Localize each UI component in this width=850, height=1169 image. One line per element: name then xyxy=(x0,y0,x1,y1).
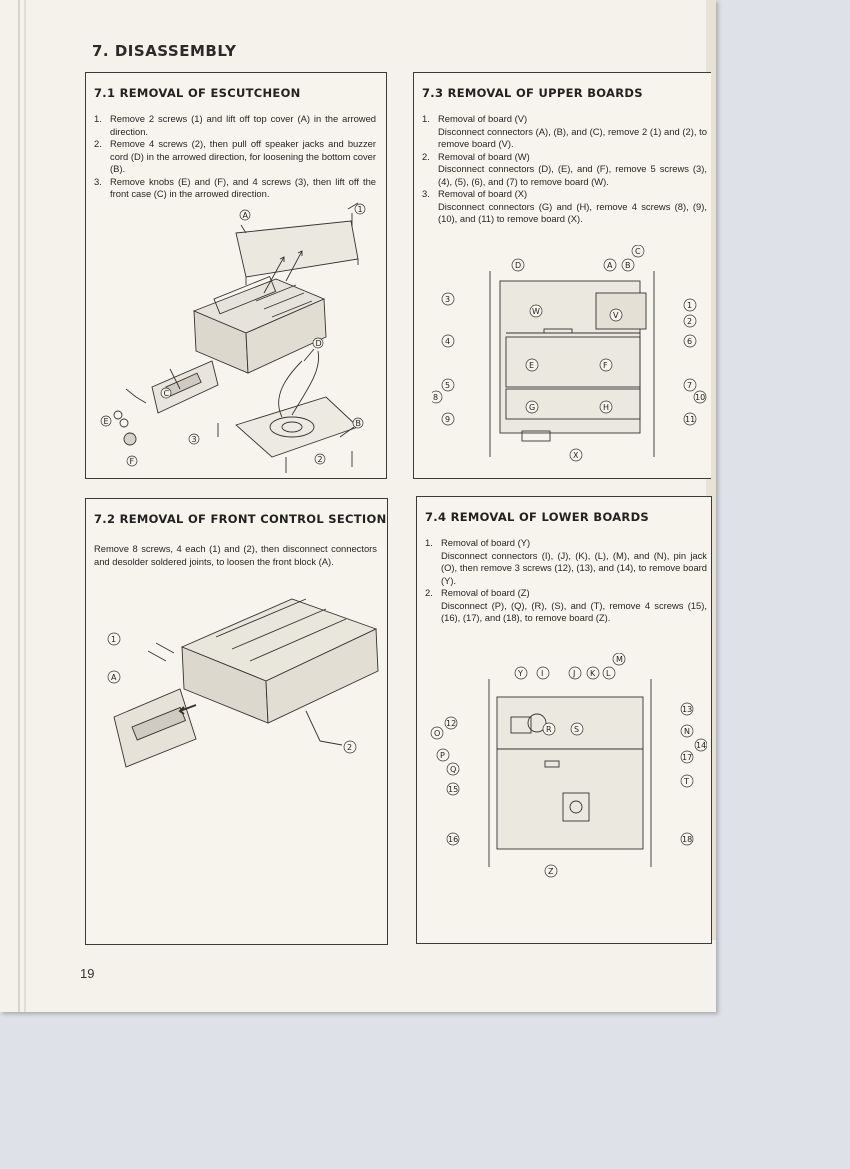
svg-text:E: E xyxy=(103,417,109,426)
svg-text:X: X xyxy=(573,451,579,460)
svg-text:D: D xyxy=(515,261,522,270)
svg-text:N: N xyxy=(684,727,690,736)
panel-intro: Remove 8 screws, 4 each (1) and (2), then disconnect connectors and desolder soldered joints, to loosen the front block (A). xyxy=(94,543,377,567)
svg-text:V: V xyxy=(613,311,619,320)
svg-text:1: 1 xyxy=(357,205,363,214)
svg-text:H: H xyxy=(603,403,610,412)
svg-text:B: B xyxy=(355,419,361,428)
step: 2. Removal of board (W) Disconnect connectors (D), (E), and (F), remove 5 screws (3), (4), (5), (6), and (7) to remove board (W). xyxy=(422,150,707,187)
svg-text:F: F xyxy=(129,457,135,466)
panel-front-control xyxy=(85,498,388,945)
svg-text:W: W xyxy=(532,307,540,316)
svg-text:D: D xyxy=(315,339,322,348)
svg-text:A: A xyxy=(111,673,117,682)
svg-text:9: 9 xyxy=(445,415,451,424)
svg-text:13: 13 xyxy=(682,705,693,714)
svg-text:C: C xyxy=(163,389,170,398)
svg-text:10: 10 xyxy=(695,393,706,402)
panel-title: 7.4 REMOVAL OF LOWER BOARDS xyxy=(425,510,649,524)
front-control-diagram xyxy=(96,591,380,801)
svg-text:L: L xyxy=(606,669,611,678)
svg-text:1: 1 xyxy=(111,635,117,644)
svg-text:12: 12 xyxy=(446,719,457,728)
svg-text:S: S xyxy=(574,725,580,734)
svg-text:1: 1 xyxy=(687,301,693,310)
svg-text:Y: Y xyxy=(518,669,523,678)
svg-text:J: J xyxy=(573,669,576,678)
step: 1. Removal of board (V) Disconnect connectors (A), (B), and (C), remove 2 (1) and (2), to remove board (V). xyxy=(422,113,707,149)
step-list xyxy=(425,537,707,625)
svg-text:K: K xyxy=(590,669,596,678)
svg-text:G: G xyxy=(529,403,536,412)
page-edge xyxy=(18,0,20,1012)
escutcheon-exploded-diagram xyxy=(96,201,378,473)
step: 2. Removal of board (Z) Disconnect (P), (Q), (R), (S), and (T), remove 4 screws (15), (16), (17), and (18), to remove board (Z). xyxy=(425,587,707,623)
step: 2. Remove 4 screws (2), then pull off speaker jacks and buzzer cord (D) in the arrowed direction, for loosening the bottom cover (B). xyxy=(94,138,376,174)
svg-text:C: C xyxy=(635,247,641,256)
svg-text:B: B xyxy=(625,261,631,270)
svg-text:15: 15 xyxy=(448,785,459,794)
svg-text:Z: Z xyxy=(548,867,554,876)
svg-text:3: 3 xyxy=(445,295,451,304)
page-edge xyxy=(24,0,26,1012)
svg-text:7: 7 xyxy=(687,381,693,390)
panel-lower-boards xyxy=(416,496,712,944)
step: 1. Remove 2 screws (1) and lift off top cover (A) in the arrowed direction. xyxy=(94,113,376,137)
svg-text:17: 17 xyxy=(682,753,693,762)
svg-text:A: A xyxy=(607,261,613,270)
svg-text:16: 16 xyxy=(448,835,459,844)
step: 1. Removal of board (Y) Disconnect connectors (I), (J), (K), (L), (M), and (N), pin jack (O), then remove 3 screws (12), (13), and (14), to remove board (Y). xyxy=(425,537,707,586)
panel-title: 7.2 REMOVAL OF FRONT CONTROL SECTION xyxy=(94,512,387,526)
panel-title: 7.1 REMOVAL OF ESCUTCHEON xyxy=(94,86,301,100)
svg-text:T: T xyxy=(684,777,689,786)
step: 3. Removal of board (X) Disconnect connectors (G) and (H), remove 4 screws (8), (9), (10), and (11) to remove board (X). xyxy=(422,188,707,224)
svg-text:8: 8 xyxy=(433,393,439,402)
svg-text:11: 11 xyxy=(685,415,696,424)
panel-escutcheon xyxy=(85,72,387,479)
page-number: 19 xyxy=(80,966,95,981)
svg-text:Q: Q xyxy=(450,765,457,774)
svg-text:I: I xyxy=(541,669,544,678)
svg-text:F: F xyxy=(603,361,608,370)
svg-text:4: 4 xyxy=(445,337,451,346)
panel-upper-boards xyxy=(413,72,711,479)
svg-text:6: 6 xyxy=(687,337,693,346)
svg-text:2: 2 xyxy=(347,743,353,752)
step-list xyxy=(94,113,376,201)
svg-text:18: 18 xyxy=(682,835,693,844)
svg-text:P: P xyxy=(440,751,445,760)
svg-text:5: 5 xyxy=(445,381,451,390)
svg-text:O: O xyxy=(434,729,441,738)
step: 3. Remove knobs (E) and (F), and 4 screws (3), then lift off the front case (C) in the arrowed direction. xyxy=(94,175,376,199)
svg-text:3: 3 xyxy=(191,435,197,444)
svg-text:2: 2 xyxy=(687,317,693,326)
svg-text:A: A xyxy=(242,211,248,220)
step-list xyxy=(422,113,707,226)
panel-title: 7.3 REMOVAL OF UPPER BOARDS xyxy=(422,86,643,100)
svg-text:2: 2 xyxy=(317,455,323,464)
svg-text:E: E xyxy=(529,361,535,370)
svg-text:R: R xyxy=(546,725,552,734)
lower-boards-diagram xyxy=(427,653,707,883)
svg-text:14: 14 xyxy=(696,741,707,750)
upper-boards-diagram xyxy=(432,245,710,467)
svg-text:M: M xyxy=(616,655,623,664)
section-title: 7. DISASSEMBLY xyxy=(92,42,237,60)
